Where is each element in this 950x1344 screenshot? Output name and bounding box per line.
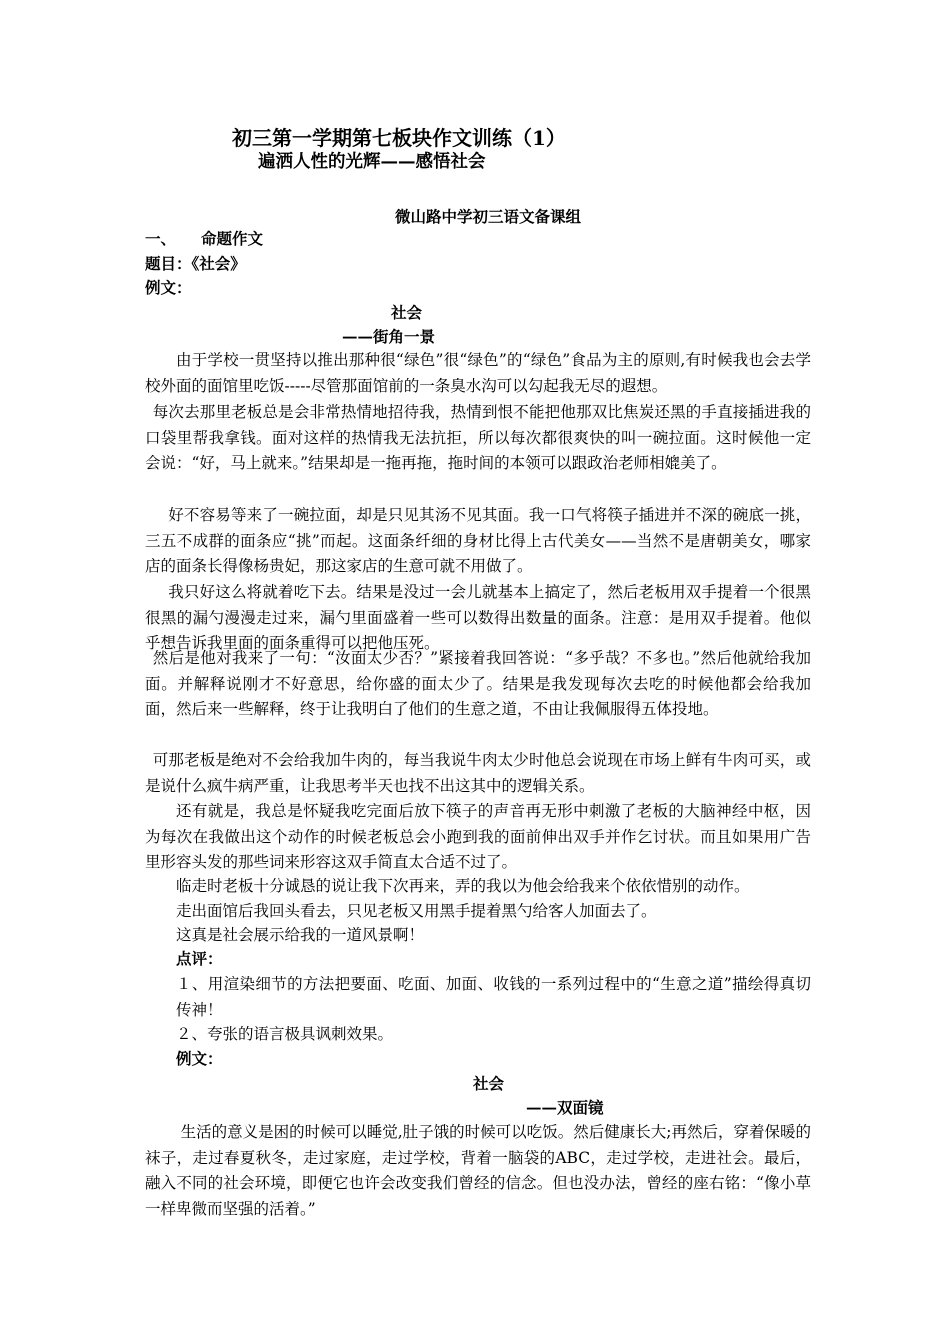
essay1-title: 社会 bbox=[391, 303, 423, 322]
comment-item-2: ２、夸张的语言极具讽刺效果。 bbox=[176, 1025, 394, 1043]
comment-label: 点评： bbox=[176, 949, 223, 968]
essay1-subtitle: ——街角一景 bbox=[342, 327, 436, 346]
author-line: 微山路中学初三语文备课组 bbox=[395, 207, 582, 226]
page-subtitle: 遍洒人性的光辉——感悟社会 bbox=[258, 152, 486, 172]
essay1-paragraph-1: 由于学校一贯坚持以推出那种很“绿色”很“绿色”的“绿色”食品为主的原则,有时候我也会去学校外面的面馆里吃饭-----尽管那面馆前的一条臭水沟可以勾起我无尽的遐想。 bbox=[145, 351, 811, 395]
topic-line: 题目：《社会》 bbox=[145, 254, 246, 273]
comment-item-1: １、用渲染细节的方法把要面、吃面、加面、收钱的一系列过程中的“生意之道”描绘得真切传神！ bbox=[176, 975, 811, 1019]
essay1-paragraph-5: 然后是他对我来了一句：“汝面太少否？”紧接着我回答说：“多乎哉？不多也。”然后他就给我加面。并解释说刚才不好意思，给你盛的面太少了。结果是我发现每次去吃的时候他都会给我加面，然后来一些解释，终于让我明白了他们的生意之道，不由让我佩服得五体投地。 bbox=[145, 649, 811, 719]
essay1-paragraph-6: 可那老板是绝对不会给我加牛肉的，每当我说牛肉太少时他总会说现在市场上鲜有牛肉可买，或是说什么疯牛病严重，让我思考半天也找不出这其中的逻辑关系。 bbox=[145, 751, 811, 795]
section-heading: 命题作文 bbox=[201, 229, 264, 248]
section-number: 一、 bbox=[145, 229, 177, 248]
page-title: 初三第一学期第七板块作文训练（1） bbox=[232, 126, 566, 150]
essay1-paragraph-2: 每次去那里老板总是会非常热情地招待我，热情到恨不能把他那双比焦炭还黑的手直接插进我的口袋里帮我拿钱。面对这样的热情我无法抗拒，所以每次都很爽快的叫一碗拉面。这时候他一定会说：“好，马上就来。”结果却是一拖再拖，拖时间的本领可以跟政治老师相媲美了。 bbox=[145, 403, 811, 473]
essay2-title: 社会 bbox=[473, 1074, 505, 1093]
essay1-paragraph-3: 好不容易等来了一碗拉面，却是只见其汤不见其面。我一口气将筷子插进并不深的碗底一挑，三五不成群的面条应“挑”而起。这面条纤细的身材比得上古代美女——当然不是唐朝美女，哪家店的面条长得像杨贵妃，那这家店的生意可就不用做了。 bbox=[145, 506, 811, 576]
essay1-paragraph-9: 走出面馆后我回头看去，只见老板又用黑手提着黑勺给客人加面去了。 bbox=[176, 902, 657, 920]
essay2-paragraph-1: 生活的意义是困的时候可以睡觉,肚子饿的时候可以吃饭。然后健康长大;再然后，穿着保暖的袜子，走过春夏秋冬，走过家庭，走过学校，背着一脑袋的ABC，走过学校，走进社会。最后，融入不同的社会环境，即便它也许会改变我们曾经的信念。但也没办法，曾经的座右铭：“像小草一样卑微而坚强的活着。” bbox=[145, 1123, 811, 1218]
essay1-paragraph-8: 临走时老板十分诚恳的说让我下次再来，弄的我以为他会给我来个依依惜别的动作。 bbox=[176, 877, 750, 895]
example-label-2: 例文： bbox=[176, 1049, 223, 1068]
essay2-subtitle: ——双面镜 bbox=[526, 1098, 604, 1117]
essay1-paragraph-7: 还有就是，我总是怀疑我吃完面后放下筷子的声音再无形中刺激了老板的大脑神经中枢，因为每次在我做出这个动作的时候老板总会小跑到我的面前伸出双手并作乞讨状。而且如果用广告里形容头发的那些词来形容这双手简直太合适不过了。 bbox=[145, 802, 811, 872]
essay1-paragraph-10: 这真是社会展示给我的一道风景啊！ bbox=[176, 926, 425, 944]
essay1-paragraph-4: 我只好这么将就着吃下去。结果是没过一会儿就基本上搞定了，然后老板用双手提着一个很黑很黑的漏勺漫漫走过来，漏勺里面盛着一些可以数得出数量的面条。注意：是用双手提着。他似乎想告诉我里面的面条重得可以把他压死。 bbox=[145, 583, 811, 653]
example-label: 例文： bbox=[145, 278, 192, 297]
